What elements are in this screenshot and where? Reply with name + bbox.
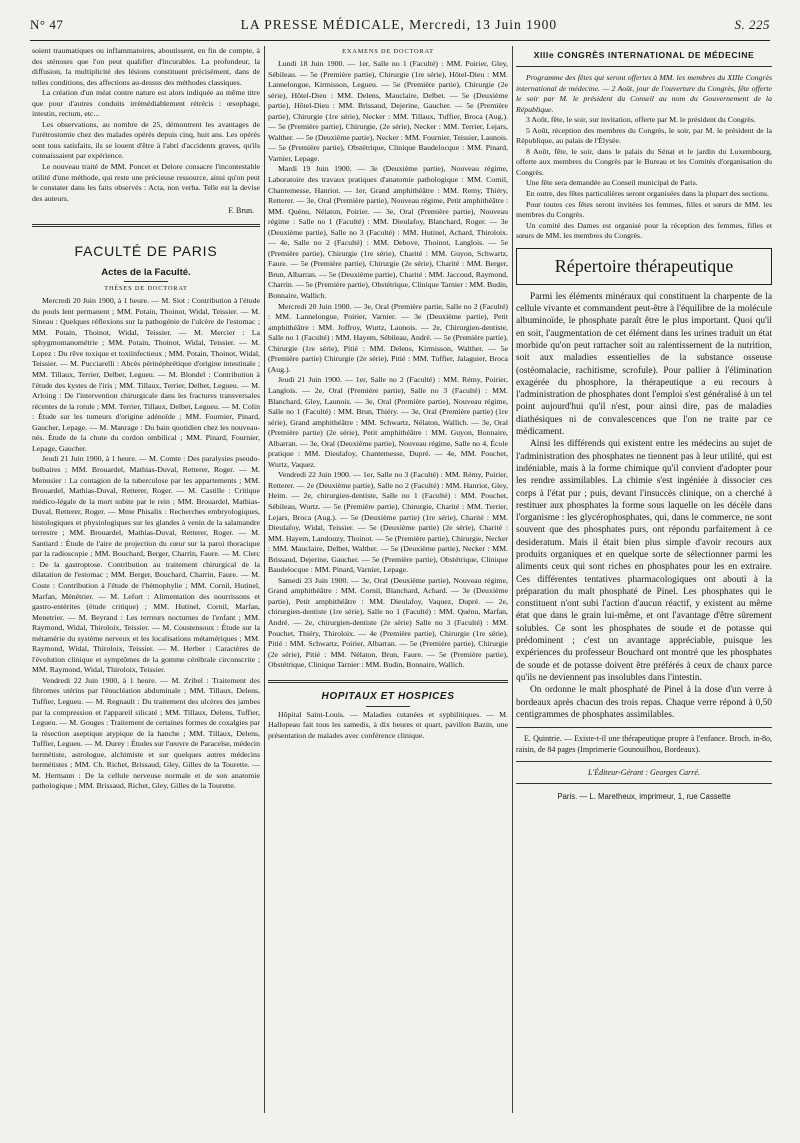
theses-entry: Jeudi 21 Juin 1900, à 1 heure. — M. Comte : Des paralysies pseudo-bulbaires ; MM. Brouardel, Mathias-Duval, Retterer, Roger. — M. Menusier : La contagion de la tuberculose par les appartements ; MM. Brouardel, Mathias-Duval, Retterer, Roger. — M. Castille : Critique médico-légale de la mort subite par le rein ; MM. Brouardel, Mathias-Duval, Retterer, Roger. — Mme Phisalix : Recherches embryologiques, histologiques et physiologiques sur les glandes à venin de la salamandre terrestre ; MM. Brouardel, Mathias-Duval, Retterer, Roger. — M. Santiard : Étude de l'aire de projection du cœur sur la paroi thoracique par la radioscopie ; MM. Bouchard, Berger, Charrin, Faure. — M. Clerc : De la gastroptose. Contribution au traitement chirurgical de la dilatation de l'estomac ; MM. Berger, Bouchard, Charrin, Faure. — M. Coste : Contribution à l'étude de l'hémophylie ; MM. Cornil, Hutinel, Marfan, Ménétrier. — M. Lefort : Alimentation des nourrissons et gastro-entérites (étude critique) ; MM. Hutinel, Cornil, Marfan, Menetrier. — M. Beyrand : Les terreurs nocturnes de l'enfant ; MM. Raymond, Widal, Thiroloix, Teissier. — M. Coustensoux : Étude sur la métamérie du système nerveux et les localisations métamériques ; MM. Raymond, Widal, Thiroloix, Teissier. — M. Herber : Caractères de l'évolution clinique et symptômes de la gomme cérébrale circonscrite ; MM. Raymond, Widal, Thiroloix, Teissier. <box>32 454 260 675</box>
program-paragraph: 8 Août, fête, le soir, dans le palais du Sénat et le jardin du Luxembourg, offerte aux membres du Congrès par le Bureau et les Comités d'organisation du Congrès. <box>516 146 772 177</box>
repertoire-paragraph: Parmi les éléments minéraux qui constituent la charpente de la cellule vivante et commandent peut-être à l'équilibre de la molécule albuminoïde, le phosphate paraît être le plus important. Quoi qu'il en soit, l'augmentation de cet élément dans les urines traduit un état morbide qu'on peut rattacher soit au ralentissement de la nutrition, soit aux maladies essentielles de la substance osseuse (ostéomalacie, rachitisme, scrofule). Pour pallier à l'élimination exagérée du phosphore, la thérapeutique a eu recours à l'administration de phosphates dont l'emploi s'est généralisé à un tel point aujourd'hui qu'il n'est, pour ainsi dire, pas de maladies diathésiques ni de convalescences que l'on ne traite par ce médicament. <box>516 291 772 438</box>
program-paragraph: 3 Août, fête, le soir, sur invitation, offerte par M. le président du Congrès. <box>526 115 756 125</box>
page-number: S. 225 <box>734 17 770 32</box>
program-paragraph: Programme des fêtes qui seront offertes à MM. les membres du XIIIe Congrès international de médecine. — 2 Août, jour de l'ouverture du Congrès, fête offerte le soir par M. le président du Conseil au nom du Gouvernement de la République. <box>516 73 772 114</box>
exam-entry: Mercredi 20 Juin 1900. — 3e, Oral (Première partie, Salle no 2 (Faculté) : MM. Lannelongue, Poirier, Varnier. — 3e (Deuxième partie), Petit amphithéâtre : MM. Joffroy, Wurtz, Launois. — 2e, Chirurgien-dentiste, Salle no 1 (Faculté) : MM. Hayem, Sébileau, André. — 5e (Première partie), Chirurgie (1re série), Pitié : MM. Delens, Kirmisson, Walther. — 5e (Première partie) Chirurgie (2e série), Pitié : MM. Tuffier, Jalaguier, Broca (Aug.). <box>268 301 508 374</box>
column-right <box>516 46 772 801</box>
column-left <box>32 46 260 792</box>
book-notice: E. Quintrie. — Existe-t-il une thérapeutique propre à l'enfance. Broch. in-8o, raisin, de 84 pages (Imprimerie Gounouilhou, Bordeaux). <box>516 734 772 754</box>
section-title: Répertoire thérapeutique <box>516 248 772 285</box>
program-paragraph: Un comité des Dames est organisé pour la réception des femmes, filles et sœurs de MM. les membres du Congrès. <box>516 220 772 241</box>
program-paragraph: Pour toutes ces fêtes seront invitées les femmes, filles et sœurs de MM. les membres du Congrès. <box>516 199 772 220</box>
subsection-label: EXAMENS DE DOCTORAT <box>342 48 434 55</box>
article-paragraph: La création d'un méat contre nature est alors indiquée au même titre que pour d'autres conduits irrémédiablement rétrécis : œsophage, intestin, rectum, etc... <box>32 88 260 119</box>
section-divider <box>32 224 260 227</box>
column-middle <box>268 46 508 741</box>
column-separator <box>512 46 513 1113</box>
exam-entry: Vendredi 22 Juin 1900. — 1er, Salle no 3 (Faculté) : MM. Rémy, Poirier, Retterer. — 2e (Deuxième partie), Salle no 2 (Faculté) : MM. Hanriot, Gley, Heim. — 2e, chirurgien-dentiste, Salle no 1 (Faculté) : MM. Pouchet, Sébileau, Wurtz. — 5e (Première partie), Chirurgie, Charité : MM. Terrier, Lejars, Broca (Aug.). — 5e (Deuxième partie) (1re série), Charité : MM. Dieulafoy, Widal, Teissier. — 5e (Deuxième partie) (2e série), Charité : MM. Hayem, Landouzy, Thoinot. — 5e (Première partie), Chirurgie, Necker : MM. Mauclaire, Delbet, Walther. — 5e (Deuxième partie), Necker : MM. Brissaud, Dejerine, Gaucher. — 5e (Première partie), Obstétrique, Clinique Baudelocque : MM. Pinard, Varnier, Lepage. <box>268 470 508 575</box>
article-paragraph: Les observations, au nombre de 25, démontrent les avantages de l'urétrostomie chez des malades opérés depuis cinq, huit ans. Les opérés sont tous satisfaits, ils se louent d'être à l'abri d'accidents graves, qu'ils connaissaient par expérience. <box>32 119 260 161</box>
program-paragraph: En outre, des fêtes particulières seront organisées dans la plupart des sections. <box>526 189 770 199</box>
exam-entry: Jeudi 21 Juin 1900. — 1er, Salle no 2 (Faculté) : MM. Rémy, Poirier, Langlois. — 2e, Oral (Première partie), Salle no 3 (Faculté) : MM. Blanchard, Gley, Launois. — 3e, Oral (Première partie), Nouveau régime, Salle no 1 (Faculté) : MM. Brun, Thiéry. — 3e, Oral (Première partie) (1re série), Grand amphithéâtre : MM. Schwartz, Nélaton, Wallich. — 3e, Oral (Première partie) (2e série), Petit amphithéâtre : MM. Guyon, Bonnaire, Albarran. — 3e, Oral (Deuxième partie), Nouveau régime, Salle no 4, École pratique : MM. Dieulafoy, Chantemesse, Dupré. — 4e, MM. Pouchet, Wurtz, Vaquez. <box>268 375 508 469</box>
column-separator <box>264 46 265 1113</box>
article-signature: F. Brun. <box>228 206 254 216</box>
program-paragraph: Une fête sera demandée au Conseil municipal de Paris. <box>526 178 698 188</box>
program-paragraph: 5 Août, réception des membres du Congrès, le soir, par M. le président de la République, au palais de l'Élysée. <box>516 125 772 146</box>
subsection-title: Actes de la Faculté. <box>101 267 191 279</box>
short-rule <box>366 706 410 707</box>
subsection-label: THÈSES DE DOCTORAT <box>104 285 188 293</box>
section-title: XIIIe CONGRÈS INTERNATIONAL DE MÉDECINE <box>533 50 755 60</box>
issue-number: N° 47 <box>30 17 64 32</box>
hospital-notice: Hôpital Saint-Louis. — Maladies cutanées et syphilitiques. — M. Hallopeau fait tous les samedis, à dix heures et quart, pavillon Bazin, une présentation de malades avec conférence clinique. <box>268 709 508 740</box>
rule <box>516 66 772 67</box>
masthead-title: LA PRESSE MÉDICALE, Mercredi, 13 Juin 1900 <box>240 17 558 32</box>
exam-entry: Mardi 19 Juin 1900. — 3e (Deuxième partie), Nouveau régime, Laboratoire des travaux pratiques d'anatomie pathologique : MM. Cornil, Chantemesse, Hanriot. — 1er, Grand amphithéâtre : MM. Remy, Thiéry, Retterer. — 3e, Oral (Première partie), Nouveau régime, Petit amphithéâtre : MM. Quénu, Nélaton, Poirier. — 3e, Oral (Première partie), Nouveau régime : Salle no 1 (Faculté) : MM. Dieulafoy, Blanchard, Roger. — 3e (Deuxième partie), Salle no 3 (Faculté) : MM. Hutinel, Achard, Thiroloix. — 4e, Salle no 2 (Faculté) : MM. Debove, Thoinot, Langlois. — 5e (Première partie), Chirurgie (1re série), Charité : MM. Guyon, Schwartz, Faure. — 5e (Première partie), Chirurgie (2e série), Charité : MM. Berger, Brun, Albarran. — 5e (Deuxième partie), Charité : MM. Jaccoud, Raymond, Charrin. — 5e (Première partie), Obstétrique, Clinique Tarnier : MM. Budin, Bonnaire, Wallich. <box>268 164 508 301</box>
exam-entry: Lundi 18 Juin 1900. — 1er, Salle no 1 (Faculté) : MM. Poirier, Gley, Sébileau. — 5e (Première partie), Chirurgie (1re série), Hôtel-Dieu : MM. Lannelongue, Kirmisson, Legueu. — 5e (Première partie), Chirurgie (2e série), Hôtel-Dieu : MM. Delens, Mauclaire, Delbet. — 5e (Deuxième partie), Hôtel-Dieu : MM. Brissaud, Dejerine, Gaucher. — 5e (Première partie), Chirurgie (1re série), Necker : MM. Tillaux, Tuffier, Broca (Aug.). — 5e (Première partie), Chirurgie, (2e série), Necker : MM. Terrier, Lejars, Walther. — 5e (Deuxième partie), Necker : MM. Fournier, Teissier, Launois. — 5e (Première partie), Obstétrique, Clinique Baudelocque : MM. Pinard, Varnier, Lepage. <box>268 59 508 163</box>
repertoire-paragraph: Ainsi les différends qui existent entre les médecins au sujet de l'administration des phosphates ne tiennent pas à leur utilité, qui est indéniable, mais à la forme chimique qu'il convient d'adopter pour les rendre assimilables. La chimie s'est ingéniée à dissocier ces corps à l'état pur ; puis, devant l'insuccès clinique, on a cherché à restituer aux phosphates la forme sous laquelle on les décèle dans l'organisme : les glycérophosphates, qui, dans le commerce, ne sont souvent que des phosphates purs, ont répondu parfaitement à ce desideratum. Mais il était bien plus simple d'avoir recours aux produits organiques et en quelque sorte de sélectionner parmi les aliments ceux qui sont riches en phosphates pour les en extraire. Ces différentes tentatives pharmacologiques ont abouti à la préparation du malt phosphaté de Pinel. Les phosphates qui le constituent n'ont subi l'action d'aucun réactif, y existent au même état que dans le grain lui-même, et ont l'avantage d'être sûrement solubles. Ce sont les phosphates de soude et de potasse qui prédominent ; c'est un avantage appréciable, puisque les expériences du professeur Bouchard ont montré que les phosphates de soude et de potasse doivent être préférés à ceux de chaux parce qu'ils ne deviennent pas insolubles dans l'intestin. <box>516 439 772 683</box>
repertoire-paragraph: On ordonne le malt phosphaté de Pinel à la dose d'un verre à bordeaux après chacun des trois repas. Chaque verre répond à 0,50 centigrammes de phosphates assimilables. <box>516 685 772 720</box>
rule <box>516 727 772 728</box>
editor-line: L'Éditeur-Gérant : Georges Carré. <box>588 768 700 778</box>
theses-entry: Vendredi 22 Juin 1900, à 1 heure. — M. Zribel : Traitement des fibromes utérins par l'énucléation abdominale ; MM. Tillaux, Delens, Tuffier, Legueu. — M. Regnault : Du traitement des ulcères des jambes par la compression et l'appareil silicaté ; MM. Tillaux, Delens, Tuffier, Legueu. — M. Gouges : Traitement de certaines formes de coxalgies par la résection aseptique atypique de la hanche ; MM. Tillaux, Delens, Tuffier, Legueu. — M. Durey : Études sur l'œuvre de Paracelse, médecin hermétiste, astrologue, alchimiste et sur quelques autres médecins hermétistes ; MM. Ch. Richet, Brissaud, Gley, Gilles de la Tourette. — M. Hermann : De la cellule nerveuse normale et de son anatomie pathologique ; MM. Brissaud, Richet, Gley, Gilles de la Tourette. <box>32 675 260 791</box>
rule <box>516 761 772 762</box>
theses-entry: Mercredi 20 Juin 1900, à 1 heure. — M. Siot : Contribution à l'étude du pouls lent permanent ; MM. Potain, Thoinot, Widal, Teissier. — M. Sineau : Quelques réflexions sur la pathogénie de l'ulcère de l'estomac ; MM. Potain, Thoinot, Widal, Teissier. — M. Mercier : La sphygmomanométrie ; MM. Potain, Thoinot, Widal, Teissier. — M. Lopez : Du rêve toxique et toxiinfectieux ; MM. Potain, Thoinot, Widal, Teissier. — M. Pucciarelli : Abcès périnéphrétique d'origine intestinale ; MM. Tillaux, Terrier, Delbet, Legueu. — M. Blondel : Contribution à l'étude des kystes de l'iris ; MM. Tillaux, Terrier, Delbet, Legueu. — M. Arloing : De l'intervention chirurgicale dans les fractures transversales récentes de la rotule ; MM. Terrier, Tillaux, Delbet, Legueu. — M. Colin : Étude sur les tumeurs d'origine adénoïde ; MM. Fournier, Pinard, Gaucher, Lepage. — M. Manrage : Du bain quotidien chez les nouveau-nés. Étude de la chute du cordon ombilical ; MM. Pinard, Fournier, Lepage, Gaucher. <box>32 296 260 453</box>
printer-line: Paris. — L. Maretheux, imprimeur, 1, rue Cassette <box>557 792 731 802</box>
rule <box>516 783 772 784</box>
article-paragraph: soient traumatiques ou inflammatoires, aboutissent, en fin de compte, à des sténoses que l'on peut qualifier d'incurables. La profondeur, la diffusion, la multiplicité des lésions constituent précisément, dans de telles conditions, des affections au-dessus des méthodes classiques. <box>32 46 260 87</box>
section-title: HOPITAUX ET HOSPICES <box>321 690 455 702</box>
header-rule <box>30 40 770 41</box>
short-rule <box>124 281 168 282</box>
article-paragraph: Le nouveau traité de MM. Poncet et Delore consacre l'incontestable utilité d'une méthode, qui reste une précieuse ressource, ainsi qu'on peut le constater dans les faits observés : Acta, non verba. Telle est la devise des auteurs. <box>32 162 260 203</box>
section-title: FACULTÉ DE PARIS <box>74 243 218 260</box>
page-header <box>30 14 770 36</box>
section-divider <box>268 680 508 683</box>
exam-entry: Samedi 23 Juin 1900. — 3e, Oral (Deuxième partie), Nouveau régime, Grand amphithéâtre : MM. Cornil, Blanchard, Achard. — 3e (Deuxième partie), Petit amphithéâtre : MM. Dieulafoy, Vaquez, Dupré. — 2e, chirurgien-dentiste (1re série), Salle no 1 (Faculté) : MM. Quénu, Marfan, André. — 2e, chirurgien-dentiste (2e série) Salle no 3 (Faculté) : MM. Pouchet, Thiéry, Thiroloix. — 4e (Première partie), Chirurgie (1re série), Pitié : MM. Schwartz, Poirier, Albarran. — 5e (Première partie), Chirurgie (2e série), Pitié : MM. Nélaton, Brun, Faure. — 5e (Première partie), Obstétrique, Clinique Tarnier : MM. Budin, Bonnaire, Wallich. <box>268 575 508 670</box>
